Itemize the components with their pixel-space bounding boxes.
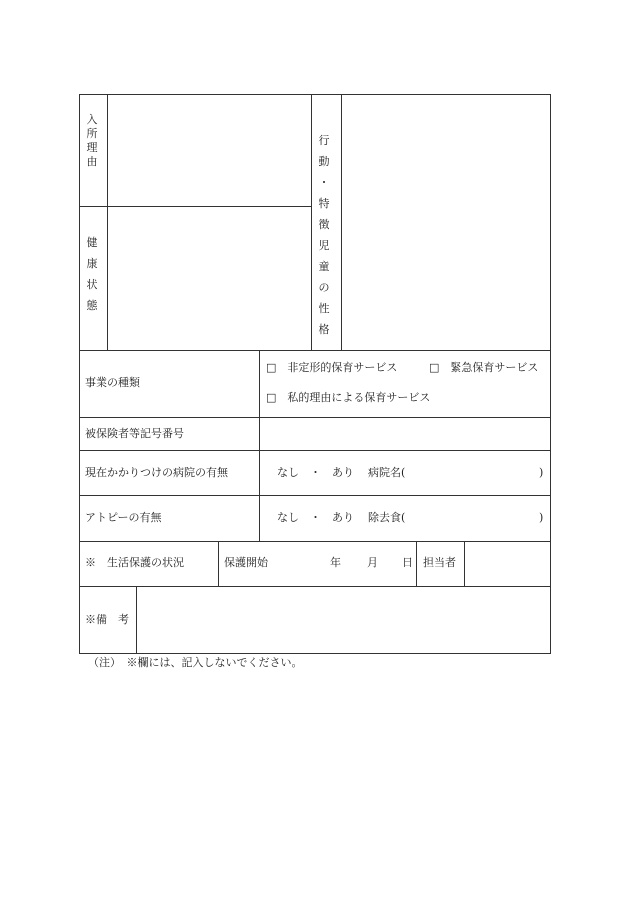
kenko-jotai-field[interactable] (108, 207, 311, 350)
hogo-hi-label: 日 (402, 556, 413, 569)
form-border-right (550, 94, 551, 654)
kodo-tokucho-label: 行 動 ・ 特 徴 児 童 の 性 格 (318, 134, 330, 336)
atopy-nashi-ari[interactable]: なし ・ あり (277, 511, 354, 524)
divider (311, 94, 312, 350)
kodo-tokucho-field[interactable] (342, 95, 550, 350)
nyusho-riyu-field[interactable] (108, 95, 311, 206)
hogo-nen-label: 年 (330, 556, 341, 569)
seikatsu-hogo-label: ※ 生活保護の状況 (85, 556, 184, 569)
byoinmei-close: ) (539, 466, 544, 479)
hihokensha-label: 被保険者等記号番号 (85, 427, 184, 440)
kakaritsuke-nashi-ari[interactable]: なし ・ あり (277, 466, 354, 479)
hihokensha-field[interactable] (260, 418, 550, 450)
jigyo-option-kinkyu[interactable]: □ 緊急保育サービス (429, 361, 539, 374)
footnote: （注） ※欄には、記入しないでください。 (88, 656, 303, 669)
application-form (79, 94, 551, 654)
jigyo-option-hiteikei[interactable]: □ 非定形的保育サービス (266, 361, 398, 374)
divider (79, 450, 551, 451)
jigyo-option-shiteki[interactable]: □ 私的理由による保育サービス (266, 391, 431, 404)
divider (79, 350, 551, 351)
hogo-tsuki-label: 月 (367, 556, 378, 569)
nyusho-riyu-label: 入 所 理 由 (86, 113, 98, 168)
atopy-label: アトピーの有無 (85, 511, 162, 524)
form-border-left (79, 94, 80, 654)
biko-field[interactable] (137, 587, 550, 653)
divider (416, 541, 417, 586)
kakaritsuke-label: 現在かかりつけの病院の有無 (85, 466, 228, 479)
byoinmei-label: 病院名( (368, 466, 406, 479)
tanto-label: 担当者 (423, 556, 456, 569)
hogo-kaishi-label: 保護開始 (224, 556, 268, 569)
kenko-jotai-label: 健 康 状 態 (86, 236, 98, 312)
jokyo-close: ) (539, 511, 544, 524)
divider (218, 541, 219, 586)
divider (79, 495, 551, 496)
biko-label: ※備 考 (85, 613, 129, 626)
jigyo-label: 事業の種類 (85, 376, 140, 389)
form-border-bottom (79, 653, 551, 654)
jokyo-label: 除去食( (368, 511, 406, 524)
tanto-field[interactable] (465, 542, 550, 586)
